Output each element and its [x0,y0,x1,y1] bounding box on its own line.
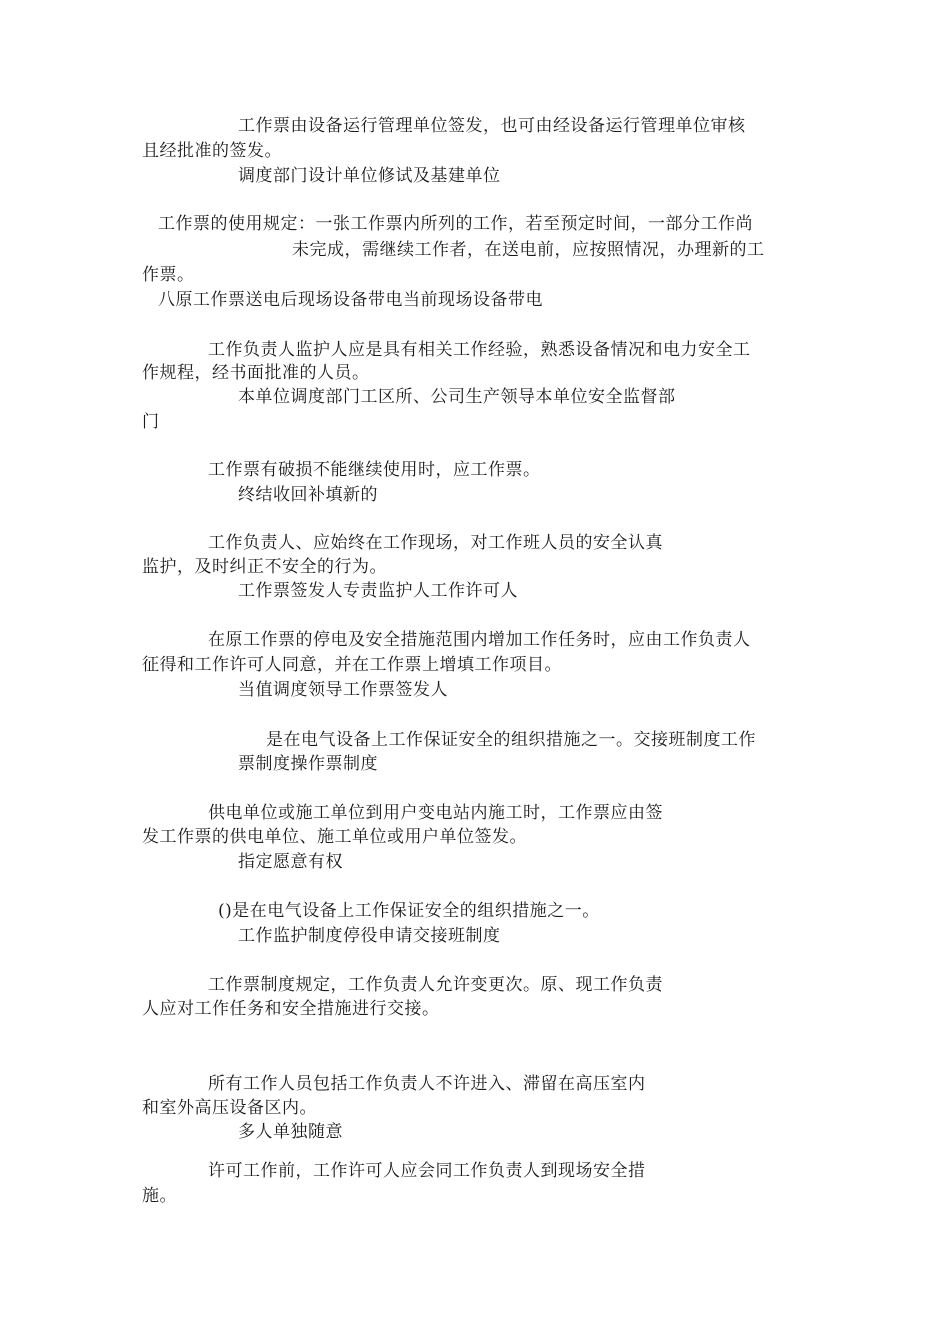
text-line: 征得和工作许可人同意，并在工作票上增填工作项目。 [142,655,562,675]
text-line: 发工作票的供电单位、施工单位或用户单位签发。 [142,827,527,847]
text-line: 本单位调度部门工区所、公司生产领导本单位安全监督部 [238,387,676,407]
text-line: 工作负责人监护人应是具有相关工作经验，熟悉设备情况和电力安全工 [208,340,751,360]
text-line: 八原工作票送电后现场设备带电当前现场设备带电 [158,290,543,310]
text-line: 人应对工作任务和安全措施进行交接。 [142,999,440,1019]
text-line: 终结收回补填新的 [238,485,378,505]
text-line: 供电单位或施工单位到用户变电站内施工时，工作票应由签 [208,803,663,823]
text-line: 所有工作人员包括工作负责人不许进入、滞留在高压室内 [208,1074,646,1094]
text-line: 施。 [142,1186,177,1206]
text-line: 许可工作前，工作许可人应会同工作负责人到现场安全措 [208,1161,646,1181]
text-line: 当值调度领导工作票签发人 [238,680,448,700]
text-line: 监护，及时纠正不安全的行为。 [142,557,387,577]
text-line: ()是在电气设备上工作保证安全的组织措施之一。 [218,901,600,921]
text-line: 且经批准的签发。 [142,141,282,161]
text-line: 工作票制度规定，工作负责人允许变更次。原、现工作负责 [208,975,663,995]
text-line: 在原工作票的停电及安全措施范围内增加工作任务时，应由工作负责人 [208,630,751,650]
text-line: 工作票签发人专责监护人工作许可人 [238,581,518,601]
text-line: 票制度操作票制度 [238,754,378,774]
text-line: 工作票由设备运行管理单位签发，也可由经设备运行管理单位审核 [238,116,746,136]
text-line: 指定愿意有权 [238,852,343,872]
text-line: 工作票有破损不能继续使用时，应工作票。 [208,460,541,480]
text-line: 调度部门设计单位修试及基建单位 [238,166,501,186]
text-line: 工作票的使用规定：一张工作票内所列的工作，若至预定时间，一部分工作尚 [158,214,753,234]
text-line: 作票。 [142,265,195,285]
text-line: 作规程，经书面批准的人员。 [142,363,370,383]
text-line: 工作负责人、应始终在工作现场，对工作班人员的安全认真 [208,533,663,553]
text-line: 未完成，需继续工作者，在送电前，应按照情况，办理新的工 [292,240,765,260]
text-line: 多人单独随意 [238,1122,343,1142]
text-line: 是在电气设备上工作保证安全的组织措施之一。交接班制度工作 [266,730,756,750]
text-line: 和室外高压设备区内。 [142,1098,317,1118]
text-line: 工作监护制度停役申请交接班制度 [238,926,501,946]
text-line: 门 [142,412,160,432]
